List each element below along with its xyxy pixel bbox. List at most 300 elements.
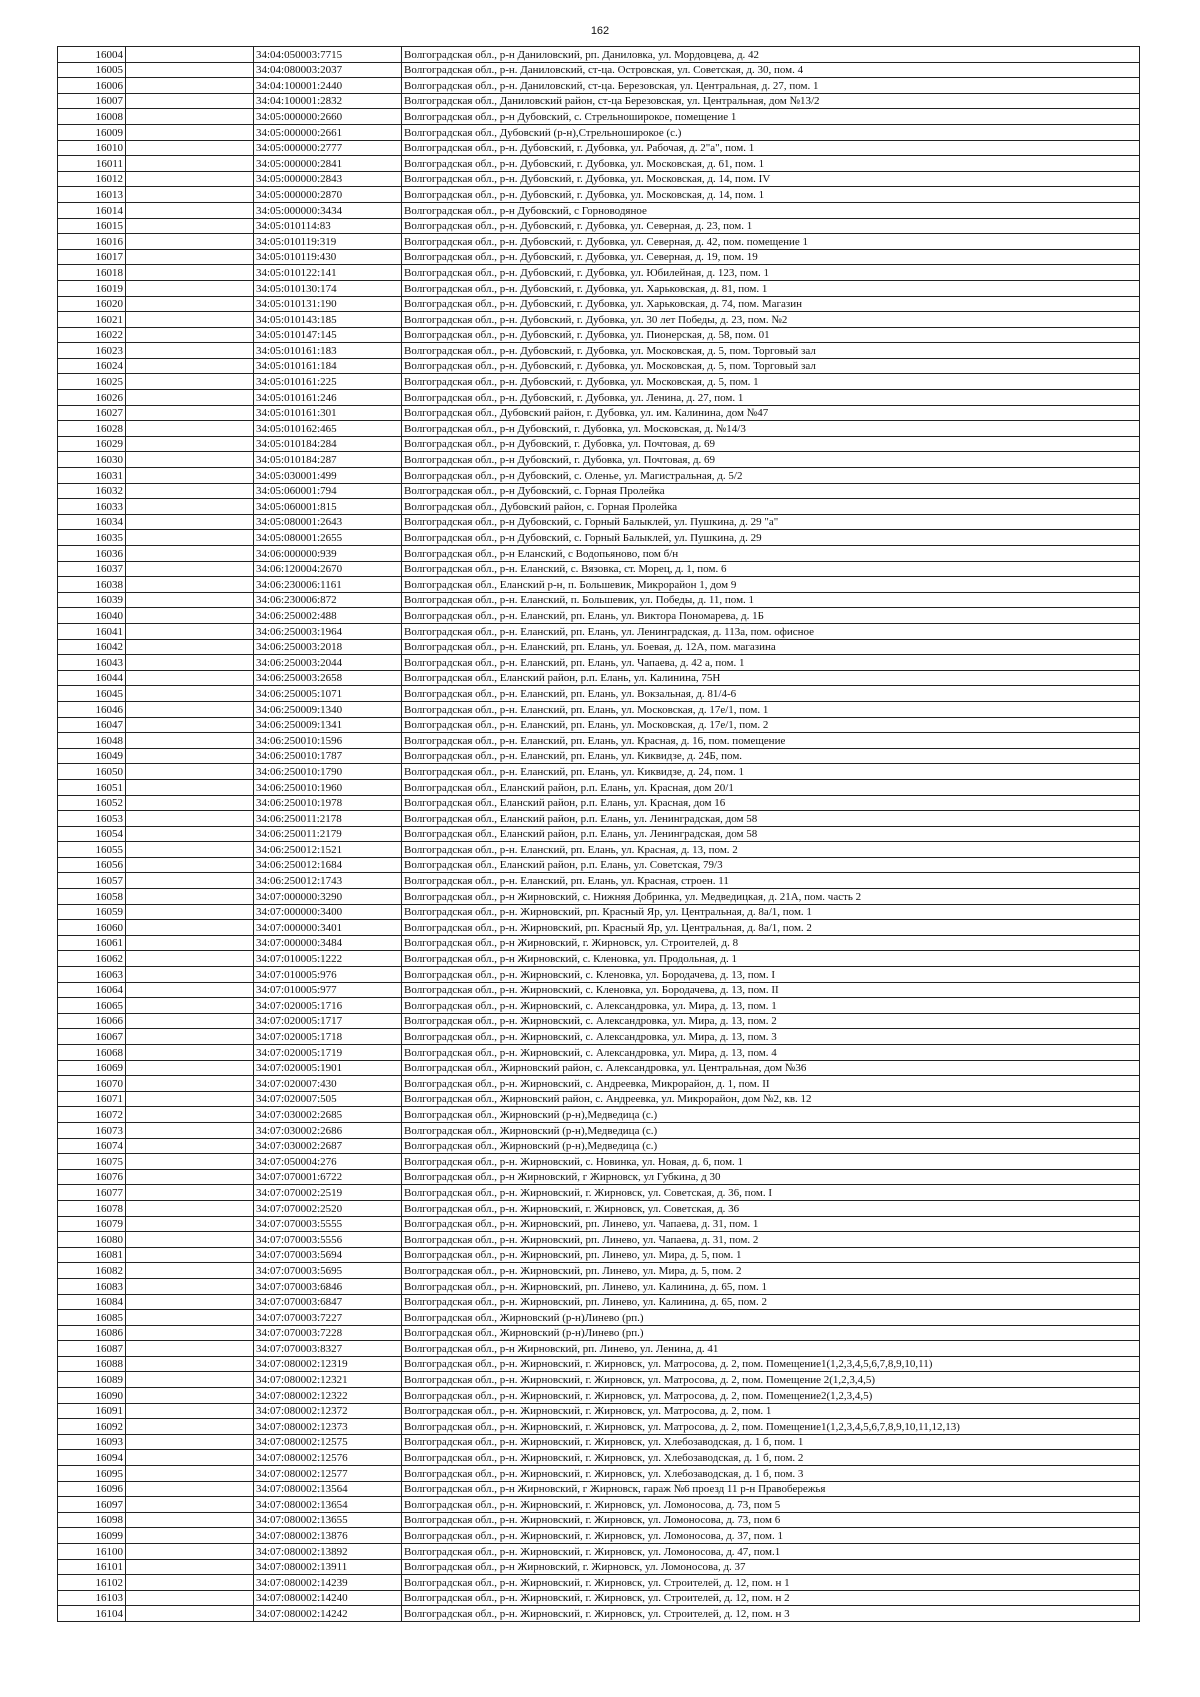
address-cell: Волгоградская обл., Еланский район, р.п. Елань, ул. Ленинградская, дом 58 <box>402 811 1140 827</box>
address-cell: Волгоградская обл., Жирновский район, с. Александровка, ул. Центральная, дом №36 <box>402 1060 1140 1076</box>
empty-cell <box>126 935 254 951</box>
cadastral-number-cell: 34:06:250010:1790 <box>254 764 402 780</box>
row-number-cell: 16078 <box>58 1200 126 1216</box>
empty-cell <box>126 748 254 764</box>
cadastral-number-cell: 34:06:250003:1964 <box>254 623 402 639</box>
table-row <box>58 156 1140 172</box>
empty-cell <box>126 577 254 593</box>
row-number-cell: 16049 <box>58 748 126 764</box>
cadastral-number-cell: 34:07:020005:1901 <box>254 1060 402 1076</box>
address-cell: Волгоградская обл., р-н. Еланский, рп. Елань, ул. Чапаева, д. 42 а, пом. 1 <box>402 655 1140 671</box>
empty-cell <box>126 1341 254 1357</box>
row-number-cell: 16046 <box>58 701 126 717</box>
table-row <box>58 1216 1140 1232</box>
table-row <box>58 811 1140 827</box>
address-cell: Волгоградская обл., р-н Жирновский, рп. Линево, ул. Ленина, д. 41 <box>402 1341 1140 1357</box>
table-row <box>58 826 1140 842</box>
cadastral-number-cell: 34:06:250010:1787 <box>254 748 402 764</box>
row-number-cell: 16037 <box>58 561 126 577</box>
row-number-cell: 16082 <box>58 1263 126 1279</box>
cadastral-number-cell: 34:06:250010:1978 <box>254 795 402 811</box>
address-cell: Волгоградская обл., р-н. Жирновский, г. Жирновск, ул. Хлебозаводская, д. 1 б, пом. 1 <box>402 1434 1140 1450</box>
cadastral-number-cell: 34:05:010143:185 <box>254 312 402 328</box>
empty-cell <box>126 156 254 172</box>
address-cell: Волгоградская обл., Дубовский район, с. Горная Пролейка <box>402 499 1140 515</box>
empty-cell <box>126 280 254 296</box>
address-cell: Волгоградская обл., Еланский район, р.п. Елань, ул. Красная, дом 16 <box>402 795 1140 811</box>
cadastral-number-cell: 34:07:020005:1719 <box>254 1045 402 1061</box>
table-row <box>58 1278 1140 1294</box>
empty-cell <box>126 779 254 795</box>
cadastral-number-cell: 34:06:250011:2178 <box>254 811 402 827</box>
row-number-cell: 16043 <box>58 655 126 671</box>
row-number-cell: 16050 <box>58 764 126 780</box>
address-cell: Волгоградская обл., р-н. Еланский, рп. Елань, ул. Боевая, д. 12А, пом. магазина <box>402 639 1140 655</box>
table-row <box>58 1091 1140 1107</box>
row-number-cell: 16044 <box>58 670 126 686</box>
cadastral-number-cell: 34:05:080001:2655 <box>254 530 402 546</box>
table-row <box>58 1450 1140 1466</box>
address-cell: Волгоградская обл., р-н. Жирновский, г. Жирновск, ул. Строителей, д. 12, пом. н 3 <box>402 1606 1140 1622</box>
table-row <box>58 234 1140 250</box>
empty-cell <box>126 327 254 343</box>
row-number-cell: 16095 <box>58 1466 126 1482</box>
cadastral-number-cell: 34:06:230006:872 <box>254 592 402 608</box>
row-number-cell: 16036 <box>58 546 126 562</box>
table-row <box>58 1076 1140 1092</box>
empty-cell <box>126 904 254 920</box>
row-number-cell: 16027 <box>58 405 126 421</box>
table-row <box>58 1575 1140 1591</box>
cadastral-number-cell: 34:06:250003:2658 <box>254 670 402 686</box>
address-cell: Волгоградская обл., р-н. Дубовский, г. Дубовка, ул. Пионерская, д. 58, пом. 01 <box>402 327 1140 343</box>
row-number-cell: 16017 <box>58 249 126 265</box>
row-number-cell: 16084 <box>58 1294 126 1310</box>
row-number-cell: 16097 <box>58 1497 126 1513</box>
cadastral-number-cell: 34:07:010005:976 <box>254 967 402 983</box>
row-number-cell: 16010 <box>58 140 126 156</box>
row-number-cell: 16018 <box>58 265 126 281</box>
table-row <box>58 764 1140 780</box>
empty-cell <box>126 1544 254 1560</box>
address-cell: Волгоградская обл., р-н. Дубовский, г. Дубовка, ул. Московская, д. 14, пом. 1 <box>402 187 1140 203</box>
empty-cell <box>126 826 254 842</box>
address-cell: Волгоградская обл., р-н. Жирновский, г. Жирновск, ул. Ломоносова, д. 73, пом 6 <box>402 1512 1140 1528</box>
row-number-cell: 16089 <box>58 1372 126 1388</box>
address-cell: Волгоградская обл., р-н Дубовский, с. Оленье, ул. Магистральная, д. 5/2 <box>402 468 1140 484</box>
table-row <box>58 1434 1140 1450</box>
address-cell: Волгоградская обл., р-н Еланский, с Водопьяново, пом б/н <box>402 546 1140 562</box>
cadastral-number-cell: 34:07:070003:5694 <box>254 1247 402 1263</box>
address-cell: Волгоградская обл., р-н Дубовский, с. Горный Балыклей, ул. Пушкина, д. 29 <box>402 530 1140 546</box>
address-cell: Волгоградская обл., р-н. Жирновский, с. Александровка, ул. Мира, д. 13, пом. 3 <box>402 1029 1140 1045</box>
row-number-cell: 16092 <box>58 1419 126 1435</box>
empty-cell <box>126 405 254 421</box>
table-row <box>58 748 1140 764</box>
address-cell: Волгоградская обл., Жирновский район, с. Андреевка, ул. Микрорайон, дом №2, кв. 12 <box>402 1091 1140 1107</box>
table-row <box>58 639 1140 655</box>
table-row <box>58 1559 1140 1575</box>
address-cell: Волгоградская обл., р-н. Еланский, п. Большевик, ул. Победы, д. 11, пом. 1 <box>402 592 1140 608</box>
address-cell: Волгоградская обл., р-н Жирновский, с. Нижняя Добринка, ул. Медведицкая, д. 21А, пом. часть 2 <box>402 889 1140 905</box>
cadastral-number-cell: 34:07:080002:14239 <box>254 1575 402 1591</box>
empty-cell <box>126 1169 254 1185</box>
cadastral-number-cell: 34:05:030001:499 <box>254 468 402 484</box>
cadastral-number-cell: 34:05:010119:319 <box>254 234 402 250</box>
row-number-cell: 16006 <box>58 78 126 94</box>
empty-cell <box>126 686 254 702</box>
empty-cell <box>126 967 254 983</box>
page-number: 162 <box>590 25 610 37</box>
table-row <box>58 1356 1140 1372</box>
empty-cell <box>126 1310 254 1326</box>
table-row <box>58 1419 1140 1435</box>
empty-cell <box>126 1356 254 1372</box>
address-cell: Волгоградская обл., Дубовский район, г. Дубовка, ул. им. Калинина, дом №47 <box>402 405 1140 421</box>
address-cell: Волгоградская обл., р-н. Жирновский, г. Жирновск, ул. Строителей, д. 12, пом. н 1 <box>402 1575 1140 1591</box>
address-cell: Волгоградская обл., р-н. Жирновский, с. Кленовка, ул. Бородачева, д. 13, пом. II <box>402 982 1140 998</box>
empty-cell <box>126 343 254 359</box>
row-number-cell: 16033 <box>58 499 126 515</box>
table-row <box>58 62 1140 78</box>
empty-cell <box>126 811 254 827</box>
empty-cell <box>126 1512 254 1528</box>
address-cell: Волгоградская обл., р-н. Дубовский, г. Дубовка, ул. Московская, д. 5, пом. Торговый зал <box>402 358 1140 374</box>
address-cell: Волгоградская обл., р-н. Дубовский, г. Дубовка, ул. Северная, д. 42, пом. помещение 1 <box>402 234 1140 250</box>
empty-cell <box>126 62 254 78</box>
cadastral-number-cell: 34:07:020005:1718 <box>254 1029 402 1045</box>
empty-cell <box>126 530 254 546</box>
row-number-cell: 16032 <box>58 483 126 499</box>
cadastral-number-cell: 34:05:010119:430 <box>254 249 402 265</box>
address-cell: Волгоградская обл., р-н. Жирновский, г. Жирновск, ул. Строителей, д. 12, пом. н 2 <box>402 1590 1140 1606</box>
cadastral-number-cell: 34:06:250009:1340 <box>254 701 402 717</box>
address-cell: Волгоградская обл., р-н Дубовский, с. Горная Пролейка <box>402 483 1140 499</box>
table-row <box>58 1169 1140 1185</box>
row-number-cell: 16053 <box>58 811 126 827</box>
address-cell: Волгоградская обл., р-н. Жирновский, рп. Линево, ул. Мира, д. 5, пом. 1 <box>402 1247 1140 1263</box>
table-row <box>58 530 1140 546</box>
empty-cell <box>126 140 254 156</box>
cadastral-number-cell: 34:06:250009:1341 <box>254 717 402 733</box>
address-cell: Волгоградская обл., р-н. Еланский, рп. Елань, ул. Красная, д. 13, пом. 2 <box>402 842 1140 858</box>
empty-cell <box>126 1497 254 1513</box>
cadastral-number-cell: 34:05:080001:2643 <box>254 514 402 530</box>
table-row <box>58 873 1140 889</box>
table-row <box>58 218 1140 234</box>
empty-cell <box>126 1388 254 1404</box>
row-number-cell: 16034 <box>58 514 126 530</box>
table-row <box>58 1341 1140 1357</box>
address-cell: Волгоградская обл., р-н. Жирновский, рп. Линево, ул. Чапаева, д. 31, пом. 1 <box>402 1216 1140 1232</box>
empty-cell <box>126 592 254 608</box>
cadastral-number-cell: 34:07:070001:6722 <box>254 1169 402 1185</box>
cadastral-number-cell: 34:07:080002:13911 <box>254 1559 402 1575</box>
row-number-cell: 16040 <box>58 608 126 624</box>
table-row <box>58 1138 1140 1154</box>
row-number-cell: 16048 <box>58 733 126 749</box>
empty-cell <box>126 249 254 265</box>
table-row <box>58 1232 1140 1248</box>
cadastral-number-cell: 34:05:000000:2870 <box>254 187 402 203</box>
row-number-cell: 16098 <box>58 1512 126 1528</box>
empty-cell <box>126 499 254 515</box>
table-row <box>58 1388 1140 1404</box>
cadastral-number-cell: 34:04:080003:2037 <box>254 62 402 78</box>
address-cell: Волгоградская обл., р-н. Жирновский, рп. Линево, ул. Мира, д. 5, пом. 2 <box>402 1263 1140 1279</box>
empty-cell <box>126 857 254 873</box>
row-number-cell: 16056 <box>58 857 126 873</box>
table-row <box>58 358 1140 374</box>
empty-cell <box>126 202 254 218</box>
table-row <box>58 109 1140 125</box>
table-row <box>58 1107 1140 1123</box>
table-row <box>58 1185 1140 1201</box>
row-number-cell: 16096 <box>58 1481 126 1497</box>
cadastral-number-cell: 34:06:120004:2670 <box>254 561 402 577</box>
row-number-cell: 16104 <box>58 1606 126 1622</box>
cadastral-number-cell: 34:07:080002:13876 <box>254 1528 402 1544</box>
row-number-cell: 16065 <box>58 998 126 1014</box>
empty-cell <box>126 1434 254 1450</box>
address-cell: Волгоградская обл., Еланский район, р.п. Елань, ул. Ленинградская, дом 58 <box>402 826 1140 842</box>
empty-cell <box>126 608 254 624</box>
cadastral-number-cell: 34:07:080002:12319 <box>254 1356 402 1372</box>
table-row <box>58 904 1140 920</box>
cadastral-number-cell: 34:07:000000:3401 <box>254 920 402 936</box>
address-cell: Волгоградская обл., р-н Жирновский, г Жирновск, ул Губкина, д 30 <box>402 1169 1140 1185</box>
empty-cell <box>126 1559 254 1575</box>
cadastral-number-cell: 34:05:010122:141 <box>254 265 402 281</box>
table-row <box>58 1263 1140 1279</box>
cadastral-number-cell: 34:07:000000:3290 <box>254 889 402 905</box>
address-cell: Волгоградская обл., р-н. Жирновский, г. Жирновск, ул. Матросова, д. 2, пом. Помещение1(1,2,3,4,5,6,7,8,9,10,11) <box>402 1356 1140 1372</box>
address-cell: Волгоградская обл., р-н Дубовский, г. Дубовка, ул. Почтовая, д. 69 <box>402 452 1140 468</box>
row-number-cell: 16054 <box>58 826 126 842</box>
empty-cell <box>126 296 254 312</box>
cadastral-number-cell: 34:07:070003:7228 <box>254 1325 402 1341</box>
cadastral-number-cell: 34:07:070003:6847 <box>254 1294 402 1310</box>
empty-cell <box>126 1606 254 1622</box>
address-cell: Волгоградская обл., р-н Жирновский, г. Жирновск, ул. Ломоносова, д. 37 <box>402 1559 1140 1575</box>
table-row <box>58 1029 1140 1045</box>
address-cell: Волгоградская обл., р-н. Жирновский, г. Жирновск, ул. Хлебозаводская, д. 1 б, пом. 2 <box>402 1450 1140 1466</box>
table-row <box>58 78 1140 94</box>
table-row <box>58 592 1140 608</box>
cadastral-number-cell: 34:05:010131:190 <box>254 296 402 312</box>
address-cell: Волгоградская обл., Еланский район, р.п. Елань, ул. Калинина, 75Н <box>402 670 1140 686</box>
cadastral-number-cell: 34:06:250012:1743 <box>254 873 402 889</box>
table-row <box>58 998 1140 1014</box>
address-cell: Волгоградская обл., р-н. Еланский, рп. Елань, ул. Московская, д. 17е/1, пом. 2 <box>402 717 1140 733</box>
table-row <box>58 857 1140 873</box>
empty-cell <box>126 1200 254 1216</box>
address-cell: Волгоградская обл., р-н. Жирновский, г. Жирновск, ул. Матросова, д. 2, пом. Помещение2(1,2,3,4,5) <box>402 1388 1140 1404</box>
empty-cell <box>126 468 254 484</box>
row-number-cell: 16093 <box>58 1434 126 1450</box>
table-row <box>58 514 1140 530</box>
table-row <box>58 1372 1140 1388</box>
empty-cell <box>126 1154 254 1170</box>
cadastral-number-cell: 34:05:010184:287 <box>254 452 402 468</box>
table-row <box>58 608 1140 624</box>
address-cell: Волгоградская обл., р-н. Еланский, рп. Елань, ул. Киквидзе, д. 24Б, пом. <box>402 748 1140 764</box>
cadastral-number-cell: 34:06:250012:1521 <box>254 842 402 858</box>
address-cell: Волгоградская обл., р-н Дубовский, с. Стрельноширокое, помещение 1 <box>402 109 1140 125</box>
address-cell: Волгоградская обл., Дубовский (р-н),Стрельноширокое (с.) <box>402 124 1140 140</box>
table-row <box>58 779 1140 795</box>
row-number-cell: 16074 <box>58 1138 126 1154</box>
empty-cell <box>126 1232 254 1248</box>
empty-cell <box>126 1029 254 1045</box>
cadastral-number-cell: 34:07:080002:13564 <box>254 1481 402 1497</box>
address-cell: Волгоградская обл., р-н. Жирновский, рп. Линево, ул. Чапаева, д. 31, пом. 2 <box>402 1232 1140 1248</box>
address-cell: Волгоградская обл., р-н. Дубовский, г. Дубовка, ул. Юбилейная, д. 123, пом. 1 <box>402 265 1140 281</box>
address-cell: Волгоградская обл., р-н. Еланский, рп. Елань, ул. Красная, д. 16, пом. помещение <box>402 733 1140 749</box>
row-number-cell: 16079 <box>58 1216 126 1232</box>
empty-cell <box>126 873 254 889</box>
address-cell: Волгоградская обл., р-н. Дубовский, г. Дубовка, ул. Харьковская, д. 81, пом. 1 <box>402 280 1140 296</box>
row-number-cell: 16073 <box>58 1122 126 1138</box>
row-number-cell: 16068 <box>58 1045 126 1061</box>
cadastral-number-cell: 34:05:010130:174 <box>254 280 402 296</box>
cadastral-number-cell: 34:05:010161:301 <box>254 405 402 421</box>
row-number-cell: 16070 <box>58 1076 126 1092</box>
row-number-cell: 16059 <box>58 904 126 920</box>
row-number-cell: 16028 <box>58 421 126 437</box>
address-cell: Волгоградская обл., р-н. Даниловский, ст-ца. Островская, ул. Советская, д. 30, пом. 4 <box>402 62 1140 78</box>
row-number-cell: 16026 <box>58 390 126 406</box>
address-cell: Волгоградская обл., Жирновский (р-н),Медведица (с.) <box>402 1107 1140 1123</box>
cadastral-number-cell: 34:07:080002:13892 <box>254 1544 402 1560</box>
table-row <box>58 967 1140 983</box>
empty-cell <box>126 483 254 499</box>
table-row <box>58 1122 1140 1138</box>
address-cell: Волгоградская обл., р-н. Жирновский, с. Кленовка, ул. Бородачева, д. 13, пом. I <box>402 967 1140 983</box>
cadastral-number-cell: 34:07:020005:1717 <box>254 1013 402 1029</box>
address-cell: Волгоградская обл., р-н. Жирновский, г. Жирновск, ул. Ломоносова, д. 37, пом. 1 <box>402 1528 1140 1544</box>
table-row <box>58 717 1140 733</box>
cadastral-number-cell: 34:04:050003:7715 <box>254 47 402 63</box>
cadastral-number-cell: 34:04:100001:2440 <box>254 78 402 94</box>
address-cell: Волгоградская обл., р-н. Еланский, с. Вязовка, ст. Морец, д. 1, пом. 6 <box>402 561 1140 577</box>
empty-cell <box>126 312 254 328</box>
row-number-cell: 16058 <box>58 889 126 905</box>
address-cell: Волгоградская обл., р-н. Жирновский, г. Жирновск, ул. Матросова, д. 2, пом. Помещение1(1,2,3,4,5,6,7,8,9,10,11,12,13) <box>402 1419 1140 1435</box>
table-row <box>58 280 1140 296</box>
empty-cell <box>126 889 254 905</box>
row-number-cell: 16100 <box>58 1544 126 1560</box>
row-number-cell: 16103 <box>58 1590 126 1606</box>
property-register-table <box>57 46 1140 1622</box>
row-number-cell: 16004 <box>58 47 126 63</box>
table-row <box>58 187 1140 203</box>
cadastral-number-cell: 34:07:080002:14242 <box>254 1606 402 1622</box>
address-cell: Волгоградская обл., р-н Дубовский, с. Горный Балыклей, ул. Пушкина, д. 29 "а" <box>402 514 1140 530</box>
empty-cell <box>126 639 254 655</box>
empty-cell <box>126 374 254 390</box>
table-row <box>58 1481 1140 1497</box>
cadastral-number-cell: 34:07:050004:276 <box>254 1154 402 1170</box>
address-cell: Волгоградская обл., р-н. Дубовский, г. Дубовка, ул. Рабочая, д. 2"а", пом. 1 <box>402 140 1140 156</box>
cadastral-number-cell: 34:07:080002:12577 <box>254 1466 402 1482</box>
table-row <box>58 1060 1140 1076</box>
table-row <box>58 1247 1140 1263</box>
address-cell: Волгоградская обл., р-н. Жирновский, с. Александровка, ул. Мира, д. 13, пом. 4 <box>402 1045 1140 1061</box>
row-number-cell: 16023 <box>58 343 126 359</box>
table-row <box>58 390 1140 406</box>
address-cell: Волгоградская обл., р-н. Еланский, рп. Елань, ул. Красная, строен. 11 <box>402 873 1140 889</box>
address-cell: Волгоградская обл., р-н. Жирновский, с. Новинка, ул. Новая, д. 6, пом. 1 <box>402 1154 1140 1170</box>
row-number-cell: 16052 <box>58 795 126 811</box>
address-cell: Волгоградская обл., р-н. Жирновский, с. Александровка, ул. Мира, д. 13, пом. 2 <box>402 1013 1140 1029</box>
table-row <box>58 935 1140 951</box>
empty-cell <box>126 1107 254 1123</box>
row-number-cell: 16012 <box>58 171 126 187</box>
row-number-cell: 16014 <box>58 202 126 218</box>
cadastral-number-cell: 34:06:250010:1596 <box>254 733 402 749</box>
row-number-cell: 16055 <box>58 842 126 858</box>
table-row <box>58 546 1140 562</box>
row-number-cell: 16081 <box>58 1247 126 1263</box>
empty-cell <box>126 1590 254 1606</box>
cadastral-number-cell: 34:06:250003:2044 <box>254 655 402 671</box>
cadastral-number-cell: 34:07:080002:12576 <box>254 1450 402 1466</box>
address-cell: Волгоградская обл., р-н. Дубовский, г. Дубовка, ул. Северная, д. 23, пом. 1 <box>402 218 1140 234</box>
address-cell: Волгоградская обл., Жирновский (р-н),Медведица (с.) <box>402 1138 1140 1154</box>
table-row <box>58 140 1140 156</box>
empty-cell <box>126 655 254 671</box>
row-number-cell: 16031 <box>58 468 126 484</box>
address-cell: Волгоградская обл., р-н. Жирновский, г. Жирновск, ул. Матросова, д. 2, пом. 1 <box>402 1403 1140 1419</box>
address-cell: Волгоградская обл., р-н. Даниловский, ст-ца. Березовская, ул. Центральная, д. 27, пом. 1 <box>402 78 1140 94</box>
empty-cell <box>126 1575 254 1591</box>
empty-cell <box>126 1278 254 1294</box>
table-row <box>58 436 1140 452</box>
row-number-cell: 16076 <box>58 1169 126 1185</box>
address-cell: Волгоградская обл., р-н Жирновский, г Жирновск, гараж №6 проезд 11 р-н Правобережья <box>402 1481 1140 1497</box>
empty-cell <box>126 951 254 967</box>
empty-cell <box>126 1450 254 1466</box>
table-row <box>58 670 1140 686</box>
cadastral-number-cell: 34:05:010161:183 <box>254 343 402 359</box>
address-cell: Волгоградская обл., р-н. Жирновский, г. Жирновск, ул. Советская, д. 36, пом. I <box>402 1185 1140 1201</box>
row-number-cell: 16047 <box>58 717 126 733</box>
cadastral-number-cell: 34:04:100001:2832 <box>254 93 402 109</box>
address-cell: Волгоградская обл., р-н. Еланский, рп. Елань, ул. Московская, д. 17е/1, пом. 1 <box>402 701 1140 717</box>
row-number-cell: 16077 <box>58 1185 126 1201</box>
cadastral-number-cell: 34:05:010161:184 <box>254 358 402 374</box>
cadastral-number-cell: 34:07:030002:2686 <box>254 1122 402 1138</box>
cadastral-number-cell: 34:05:010147:145 <box>254 327 402 343</box>
cadastral-number-cell: 34:05:010184:284 <box>254 436 402 452</box>
row-number-cell: 16075 <box>58 1154 126 1170</box>
empty-cell <box>126 1216 254 1232</box>
empty-cell <box>126 1076 254 1092</box>
row-number-cell: 16083 <box>58 1278 126 1294</box>
row-number-cell: 16090 <box>58 1388 126 1404</box>
address-cell: Волгоградская обл., р-н. Еланский, рп. Елань, ул. Киквидзе, д. 24, пом. 1 <box>402 764 1140 780</box>
table-row <box>58 265 1140 281</box>
address-cell: Волгоградская обл., р-н. Жирновский, рп. Красный Яр, ул. Центральная, д. 8а/1, пом. 2 <box>402 920 1140 936</box>
address-cell: Волгоградская обл., р-н. Жирновский, г. Жирновск, ул. Ломоносова, д. 73, пом 5 <box>402 1497 1140 1513</box>
table-row <box>58 374 1140 390</box>
row-number-cell: 16022 <box>58 327 126 343</box>
row-number-cell: 16008 <box>58 109 126 125</box>
address-cell: Волгоградская обл., р-н. Жирновский, г. Жирновск, ул. Советская, д. 36 <box>402 1200 1140 1216</box>
empty-cell <box>126 717 254 733</box>
cadastral-number-cell: 34:07:080002:12321 <box>254 1372 402 1388</box>
